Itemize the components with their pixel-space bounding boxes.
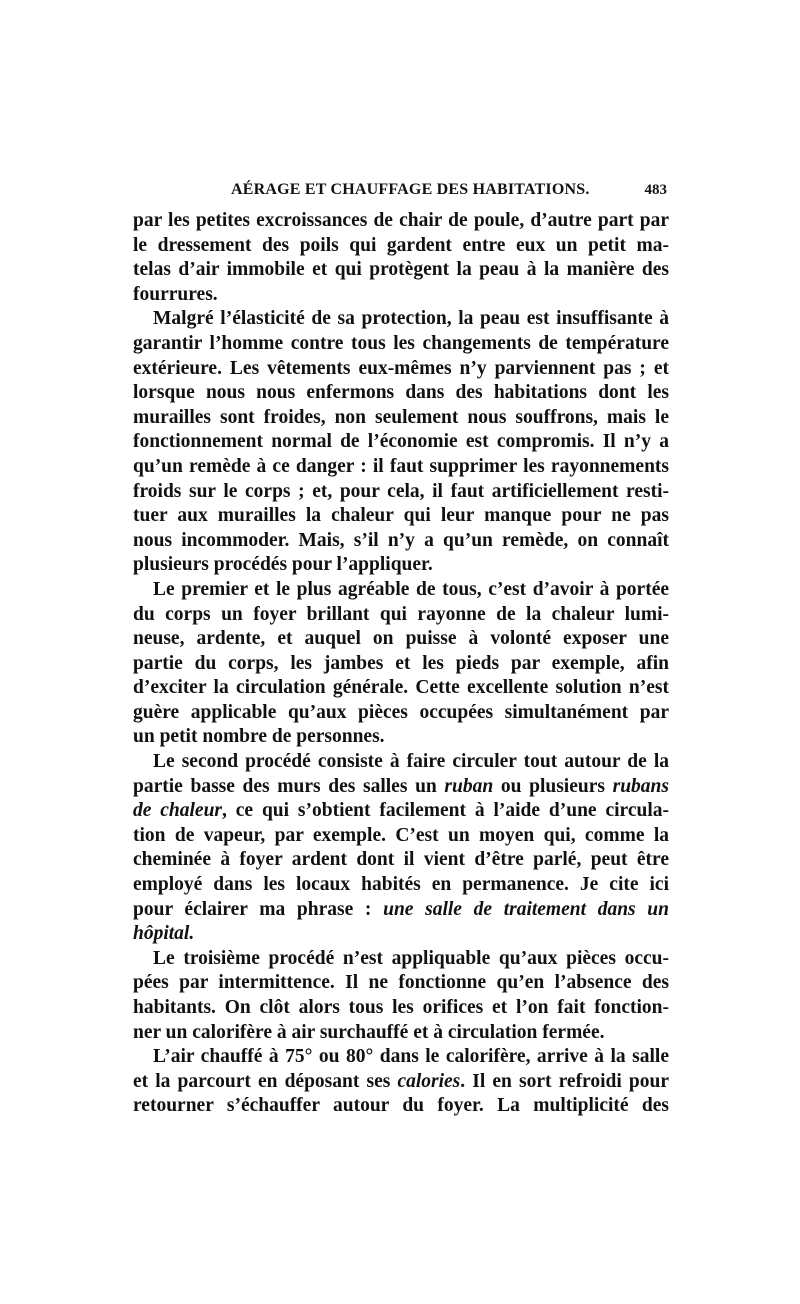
text-line [133, 234, 669, 259]
text-line [133, 750, 669, 775]
italic-text: hôpital. [133, 923, 195, 945]
text-line [133, 332, 669, 357]
text-segment: guère applicable qu’aux pièces occupées simultanément par [133, 701, 669, 723]
text-line [133, 381, 669, 406]
text-segment: ner un calorifère à air surchauffé et à circulation fermée. [133, 1021, 605, 1043]
italic-text: calories [397, 1070, 461, 1092]
text-line [133, 455, 669, 480]
text-line [133, 873, 669, 898]
text-segment: extérieure. Les vêtements eux-mêmes n’y parviennent pas ; et [133, 357, 669, 379]
text-line [133, 406, 669, 431]
text-segment: Le premier et le plus agréable de tous, c’est d’avoir à portée [153, 578, 669, 600]
text-line [133, 480, 669, 505]
text-line [133, 971, 669, 996]
text-segment: partie du corps, les jambes et les pieds par exemple, afin [133, 652, 669, 674]
italic-text: ruban [444, 775, 494, 797]
text-segment: un petit nombre de personnes. [133, 726, 385, 748]
running-head [133, 181, 669, 203]
text-segment: partie basse des murs des salles un [133, 775, 445, 797]
text-line [133, 1094, 669, 1119]
text-line [133, 947, 669, 972]
text-segment: pour éclairer ma phrase : [133, 898, 384, 920]
text-segment: tuer aux murailles la chaleur qui leur manque pour ne pas [133, 505, 669, 527]
text-line [133, 307, 669, 332]
text-segment: , ce qui s’obtient facilement à l’aide d’une circula- [222, 800, 669, 822]
text-line [133, 603, 669, 628]
text-segment: L’air chauffé à 75° ou 80° dans le calorifère, arrive à la salle [153, 1046, 669, 1068]
text-segment: froids sur le corps ; et, pour cela, il faut artificiellement resti- [133, 480, 669, 502]
text-line [133, 922, 669, 947]
text-line [133, 209, 669, 234]
text-line [133, 258, 669, 283]
text-segment: lorsque nous nous enfermons dans des habitations dont les [133, 382, 669, 404]
italic-text: de chaleur [133, 800, 223, 822]
text-line [133, 898, 669, 923]
page-number: 483 [644, 182, 667, 198]
text-segment: cheminée à foyer ardent dont il vient d’être parlé, peut être [133, 849, 669, 871]
text-segment: par les petites excroissances de chair de poule, d’autre part par [133, 210, 669, 231]
text-segment: Malgré l’élasticité de sa protection, la peau est insuffisante à [153, 308, 669, 330]
text-segment: habitants. On clôt alors tous les orifices et l’on fait fonction- [133, 997, 669, 1018]
body-text [133, 209, 669, 1119]
text-segment: du corps un foyer brillant qui rayonne de la chaleur lumi- [133, 603, 669, 625]
text-line [133, 627, 669, 652]
text-line [133, 1045, 669, 1070]
text-segment: murailles sont froides, non seulement nous souffrons, mais le [133, 406, 669, 428]
text-segment: fonctionnement normal de l’économie est compromis. Il n’y a [133, 431, 669, 453]
text-segment: garantir l’homme contre tous les changements de température [133, 332, 669, 354]
text-line [133, 357, 669, 382]
text-line [133, 430, 669, 455]
text-segment: neuse, ardente, et auquel on puisse à volonté exposer une [133, 628, 669, 650]
text-line [133, 725, 669, 750]
text-line [133, 1021, 669, 1046]
text-line [133, 529, 669, 554]
text-segment: plusieurs procédés pour l’appliquer. [133, 554, 433, 576]
italic-text: rubans [612, 775, 669, 797]
text-line [133, 578, 669, 603]
text-line [133, 676, 669, 701]
text-segment: qu’un remède à ce danger : il faut supprimer les rayonnements [133, 455, 669, 477]
text-segment: retourner s’échauffer autour du foyer. La multiplicité des [133, 1095, 669, 1117]
text-segment: Le troisième procédé n’est appliquable qu’aux pièces occu- [153, 947, 669, 969]
text-line [133, 799, 669, 824]
text-segment: le dressement des poils qui gardent entre eux un petit ma- [133, 234, 669, 256]
text-segment: d’exciter la circulation générale. Cette excellente solution n’est [133, 677, 669, 699]
text-segment: . Il en sort refroidi pour [460, 1070, 670, 1092]
text-segment: nous incommoder. Mais, s’il n’y a qu’un remède, on connaît [133, 529, 669, 551]
text-line [133, 996, 669, 1021]
text-segment: ou plusieurs [493, 775, 613, 797]
text-segment: pées par intermittence. Il ne fonctionne qu’en l’absence des [133, 972, 669, 994]
text-segment: telas d’air immobile et qui protègent la peau à la manière des [133, 259, 669, 281]
text-segment: Le second procédé consiste à faire circuler tout autour de la [153, 751, 669, 773]
text-segment: et la parcourt en déposant ses [133, 1070, 398, 1092]
italic-text: une salle de traitement dans un [383, 898, 669, 920]
text-line [133, 553, 669, 578]
text-line [133, 775, 669, 800]
text-line [133, 701, 669, 726]
text-segment: tion de vapeur, par exemple. C’est un moyen qui, comme la [133, 824, 669, 846]
text-line [133, 1070, 669, 1095]
text-line [133, 824, 669, 849]
text-segment: fourrures. [133, 283, 218, 305]
text-line [133, 652, 669, 677]
text-line [133, 283, 669, 308]
text-line [133, 504, 669, 529]
running-title: AÉRAGE ET CHAUFFAGE DES HABITATIONS. [231, 181, 590, 198]
text-segment: employé dans les locaux habités en permanence. Je cite ici [133, 874, 669, 896]
text-line [133, 848, 669, 873]
